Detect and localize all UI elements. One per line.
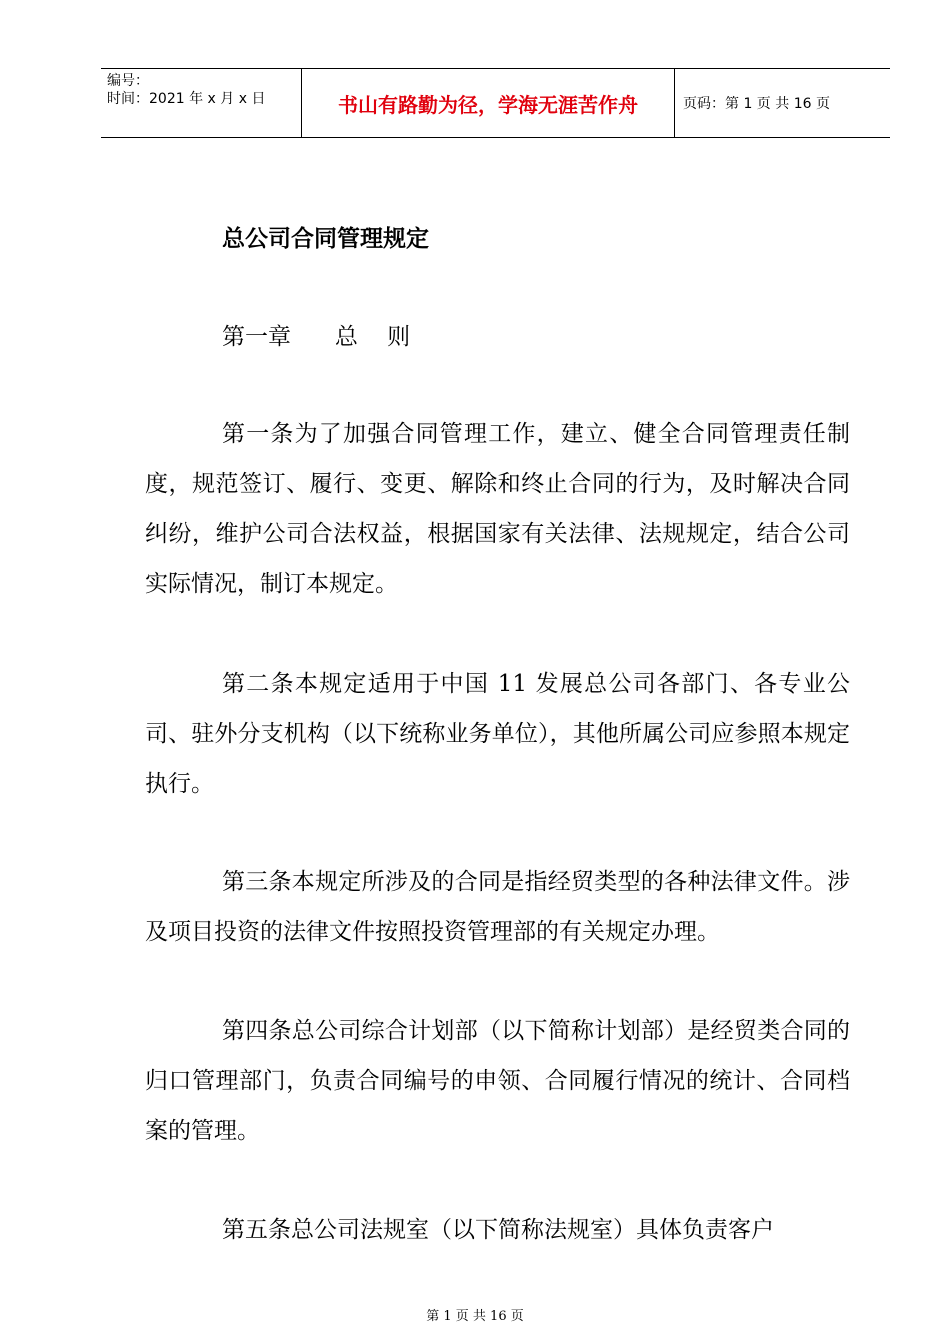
- page-footer: 第 1 页 共 16 页: [426, 1309, 524, 1324]
- article-1: 第一条为了加强合同管理工作，建立、健全合同管理责任制度，规范签订、履行、变更、解除和终止合同的行为，及时解决合同纠纷，维护公司合法权益，根据国家有关法律、法规规定，结合公司实际情况，制订本规定。: [145, 421, 850, 597]
- article-4: 第四条总公司综合计划部（以下简称计划部）是经贸类合同的归口管理部门，负责合同编号的申领、合同履行情况的统计、合同档案的管理。: [145, 1018, 850, 1144]
- header-meta: [101, 69, 301, 137]
- header-page-info: 页码：第 1 页 共 16 页: [683, 96, 830, 112]
- article-3: 第三条本规定所涉及的合同是指经贸类型的各种法律文件。涉及项目投资的法律文件按照投资管理部的有关规定办理。: [145, 869, 850, 945]
- number-label: 编号：: [107, 73, 149, 89]
- document-title: 总公司合同管理规定: [222, 226, 429, 252]
- time-label: 时间：2021 年 x 月 x 日: [107, 91, 266, 107]
- chapter-heading: 第一章 总 则: [222, 324, 411, 350]
- article-5: 第五条总公司法规室（以下简称法规室）具体负责客户: [222, 1217, 774, 1243]
- page-header: [101, 68, 890, 138]
- article-2: 第二条本规定适用于中国 11 发展总公司各部门、各专业公司、驻外分支机构（以下统称业务单位），其他所属公司应参照本规定执行。: [145, 671, 850, 797]
- header-motto: 书山有路勤为径，学海无涯苦作舟: [301, 69, 675, 137]
